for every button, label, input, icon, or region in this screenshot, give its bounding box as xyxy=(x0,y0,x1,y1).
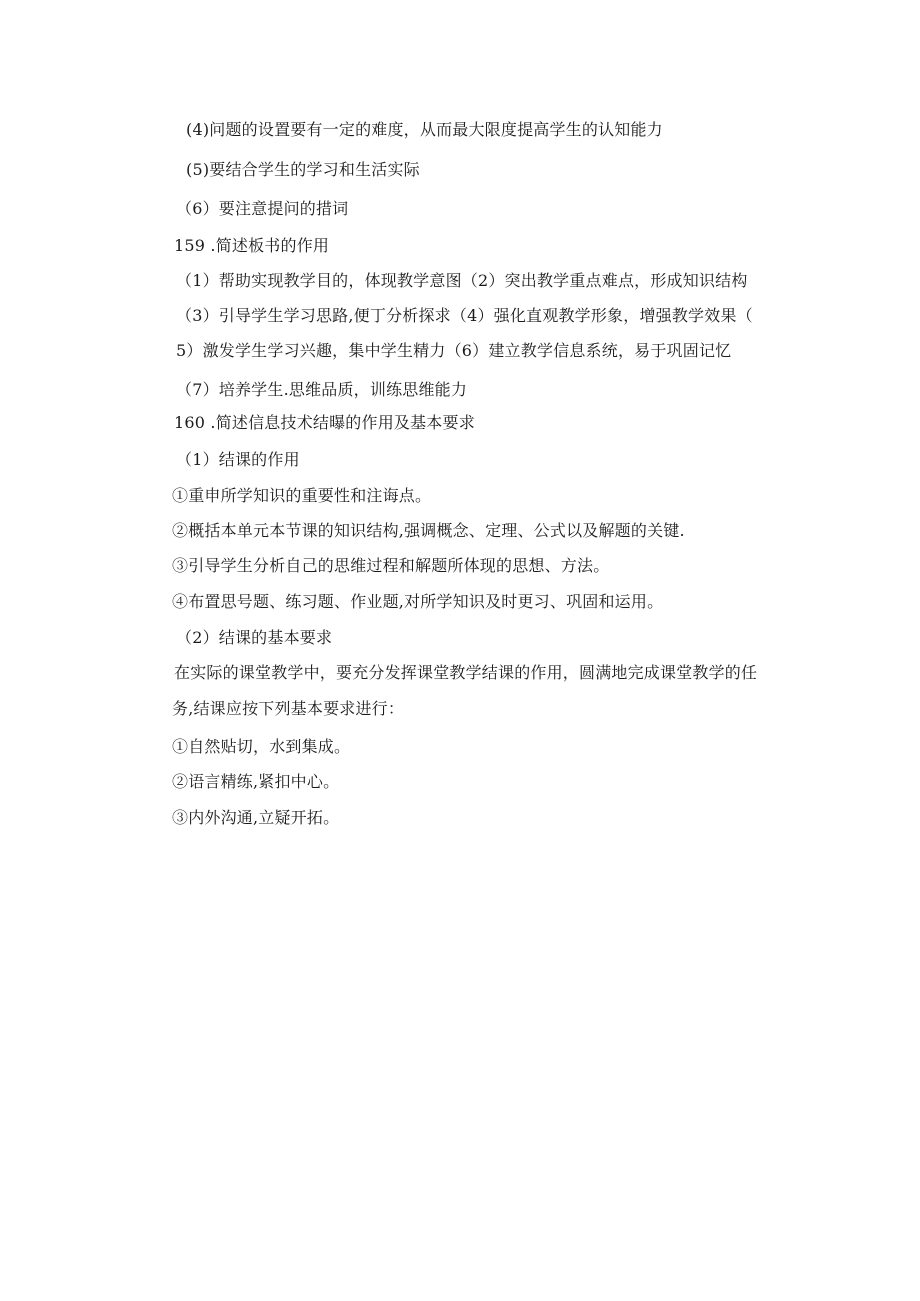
list-item: ①重申所学知识的重要性和注诲点。 xyxy=(172,486,432,505)
list-item: ④布置思号题、练习题、作业题,对所学知识及时更习、巩固和运用。 xyxy=(172,592,664,611)
text-line: （3）引导学生学习思路,便丁分析探求（4）强化直观教学形象，增强教学效果（ xyxy=(176,306,753,325)
text-line: （7）培养学生.思维品质，训练思维能力 xyxy=(176,380,468,399)
subsection-heading: （2）结课的基本要求 xyxy=(176,628,333,647)
list-item: ③内外沟通,立疑开拓。 xyxy=(172,808,340,827)
list-item: ②概括本单元本节课的知识结构,强调概念、定理、公式以及解题的关键. xyxy=(172,521,685,540)
subsection-heading: （1）结课的作用 xyxy=(176,450,300,469)
paragraph-line: 在实际的课堂教学中，要充分发挥课堂教学结课的作用，圆满地完成课堂教学的任 xyxy=(174,663,758,682)
paragraph-line: 务,结课应按下列基本要求进行： xyxy=(172,699,405,718)
text-line: (5)要结合学生的学习和生活实际 xyxy=(186,160,420,179)
question-heading: 159 .简述板书的作用 xyxy=(174,236,330,255)
question-heading: 160 .简述信息技术结曝的作用及基本要求 xyxy=(174,413,475,432)
text-line: （1）帮助实现教学目的，体现教学意图（2）突出教学重点难点，形成知识结构 xyxy=(176,271,748,290)
text-line: 5）激发学生学习兴趣，集中学生精力（6）建立教学信息系统，易于巩固记忆 xyxy=(176,341,732,360)
list-item: ③引导学生分析自己的思维过程和解题所体现的思想、方法。 xyxy=(172,556,610,575)
list-item: ②语言精练,紧扣中心。 xyxy=(172,772,340,791)
text-line: (4)问题的设置要有一定的难度，从而最大限度提高学生的认知能力 xyxy=(186,120,663,139)
list-item: ①自然贴切，水到集成。 xyxy=(172,737,351,756)
text-line: （6）要注意提问的措词 xyxy=(176,199,349,218)
